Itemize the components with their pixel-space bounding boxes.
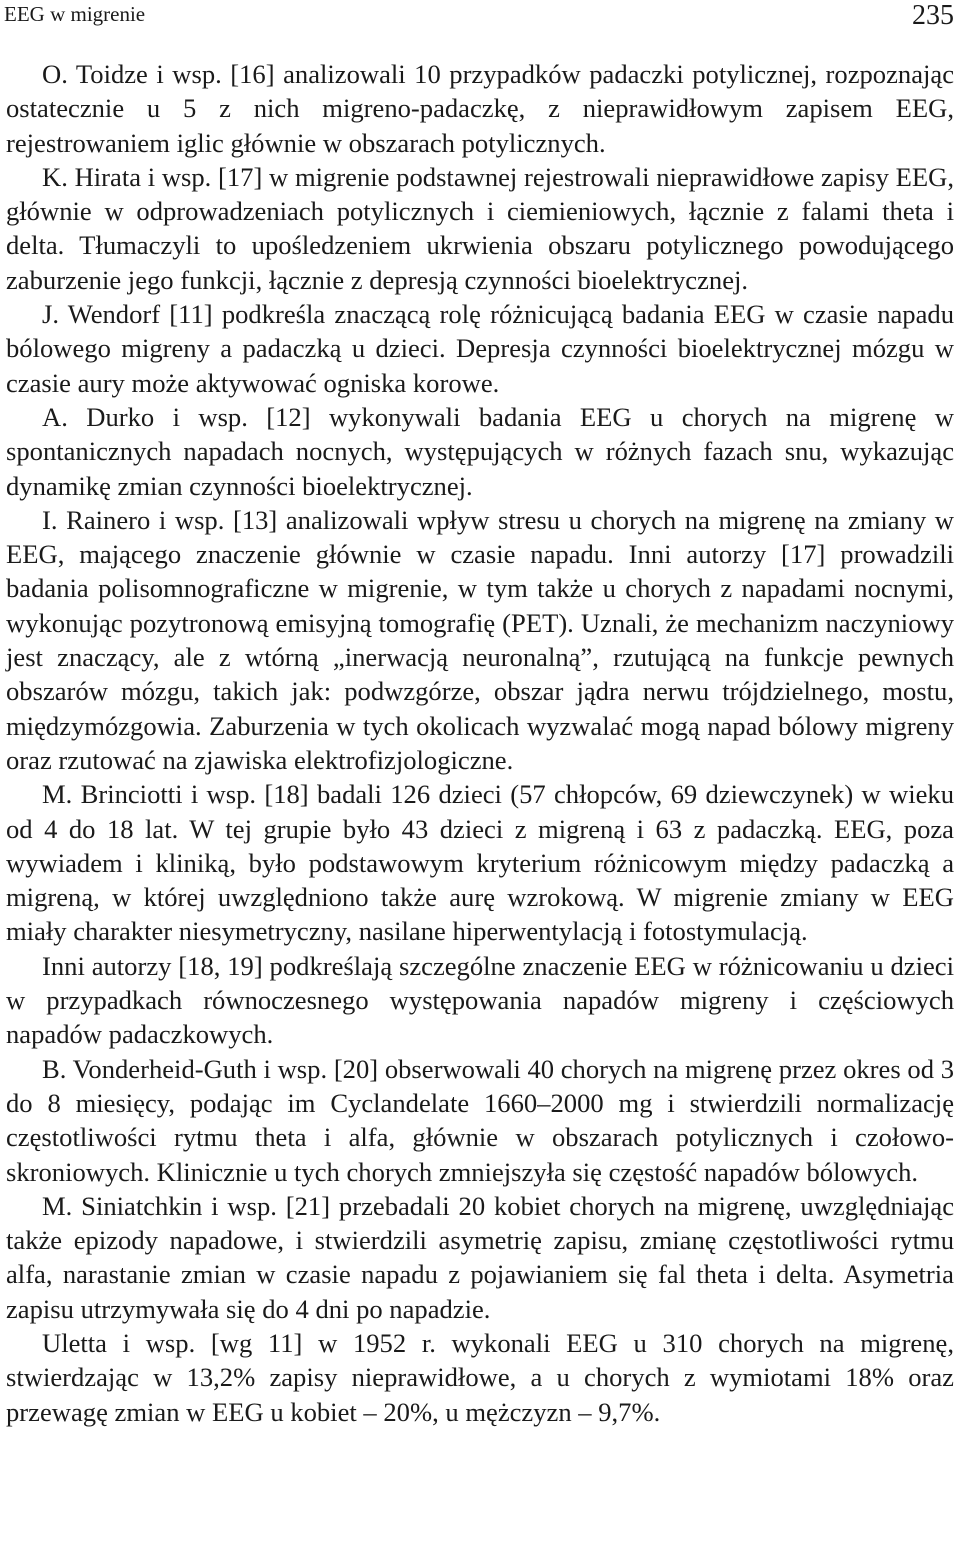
paragraph-vonderheid-guth: B. Vonderheid-Guth i wsp. [20] obserwowali 40 chorych na migrenę przez okres od 3 do 8 miesięcy, podając im Cyclandelate 1660–2000 mg i stwierdzili normalizację częstotliwości rytmu theta i alfa, głównie w obszarach potylicznych i czołowo-skroniowych. Klinicznie u tych chorych zmniejszyła się częstość napadów bólowych.	[6, 1053, 954, 1187]
paragraph-siniatchkin: M. Siniatchkin i wsp. [21] przebadali 20 kobiet chorych na migrenę, uwzględniając także epizody napadowe, i stwierdzili asymetrię zapisu, zmianę częstotliwości rytmu alfa, narastanie zmian w czasie napadu z pojawianiem się fal theta i delta. Asymetria zapisu utrzymywała się do 4 dni po napadzie.	[6, 1190, 954, 1324]
paragraph-brinciotti: M. Brinciotti i wsp. [18] badali 126 dzieci (57 chłopców, 69 dziewczynek) w wieku od 4 do 18 lat. W tej grupie było 43 dzieci z migreną i 63 z padaczką. EEG, poza wywiadem i kliniką, było podstawowym kryterium różnicowym między padaczką a migreną, w której uwzględniono także aurę wzrokową. W migrenie zmiany w EEG miały charakter niesymetryczny, nasilane hiperwentylacją i fotostymulacją.	[6, 779, 954, 947]
paragraph-hirata: K. Hirata i wsp. [17] w migrenie podstawnej rejestrowali nieprawidłowe zapisy EEG, głównie w odprowadzeniach potylicznych i ciemieniowych, łącznie z falami theta i delta. Tłumaczyli to upośledzeniem ukrwienia obszaru potylicznego powodującego zaburzenie jego funkcji, łącznie z depresją czynności bioelektrycznej.	[6, 161, 954, 295]
paragraph-inni-autorzy: Inni autorzy [18, 19] podkreślają szczególne znaczenie EEG w różnicowaniu u dzieci w przypadkach równoczesnego występowania napadów migreny i częściowych napadów padaczkowych.	[6, 950, 954, 1050]
paragraph-uletta: Uletta i wsp. [wg 11] w 1952 r. wykonali EEG u 310 chorych na migrenę, stwierdzając w 13,2% zapisy nieprawidłowe, a u chorych z wymiotami 18% oraz przewagę zmian w EEG u kobiet – 20%, u mężczyzn – 9,7%.	[6, 1327, 954, 1427]
page-header	[0, 0, 960, 40]
paragraph-durko: A. Durko i wsp. [12] wykonywali badania EEG u chorych na migrenę w spontanicznych napadach nocnych, występujących w różnych fazach snu, wykazując dynamikę zmian czynności bioelektrycznej.	[6, 401, 954, 501]
paragraph-rainero: I. Rainero i wsp. [13] analizowali wpływ stresu u chorych na migrenę na zmiany w EEG, mającego znaczenie głównie w czasie napadu. Inni autorzy [17] prowadzili badania polisomnograficzne w migrenie, w tym także u chorych z napadami nocnymi, wykonując pozytronową emisyjną tomografię (PET). Uznali, że mechanizm naczyniowy jest znaczący, ale z wtórną „inerwacją neuronalną”, rzutującą na funkcje pewnych obszarów mózgu, takich jak: podwzgórze, obszar jądra nerwu trójdzielnego, mostu, międzymózgowia. Zaburzenia w tych okolicach wyzwalać mogą napad bólowy migreny oraz rzutować na zjawiska elektrofizjologiczne.	[6, 504, 954, 775]
body-text	[6, 57, 954, 1429]
paragraph-wendorf: J. Wendorf [11] podkreśla znaczącą rolę różnicującą badania EEG w czasie napadu bólowego migreny a padaczką u dzieci. Depresja czynności bioelektrycznej mózgu w czasie aury może aktywować ogniska korowe.	[6, 299, 954, 398]
running-title: EEG w migrenie	[4, 2, 146, 26]
page-number: 235	[912, 0, 954, 31]
paragraph-toidze: O. Toidze i wsp. [16] analizowali 10 przypadków padaczki potylicznej, rozpoznając ostatecznie u 5 z nich migreno-padaczkę, z nieprawidłowym zapisem EEG, rejestrowaniem iglic głównie w obszarach potylicznych.	[6, 59, 954, 158]
